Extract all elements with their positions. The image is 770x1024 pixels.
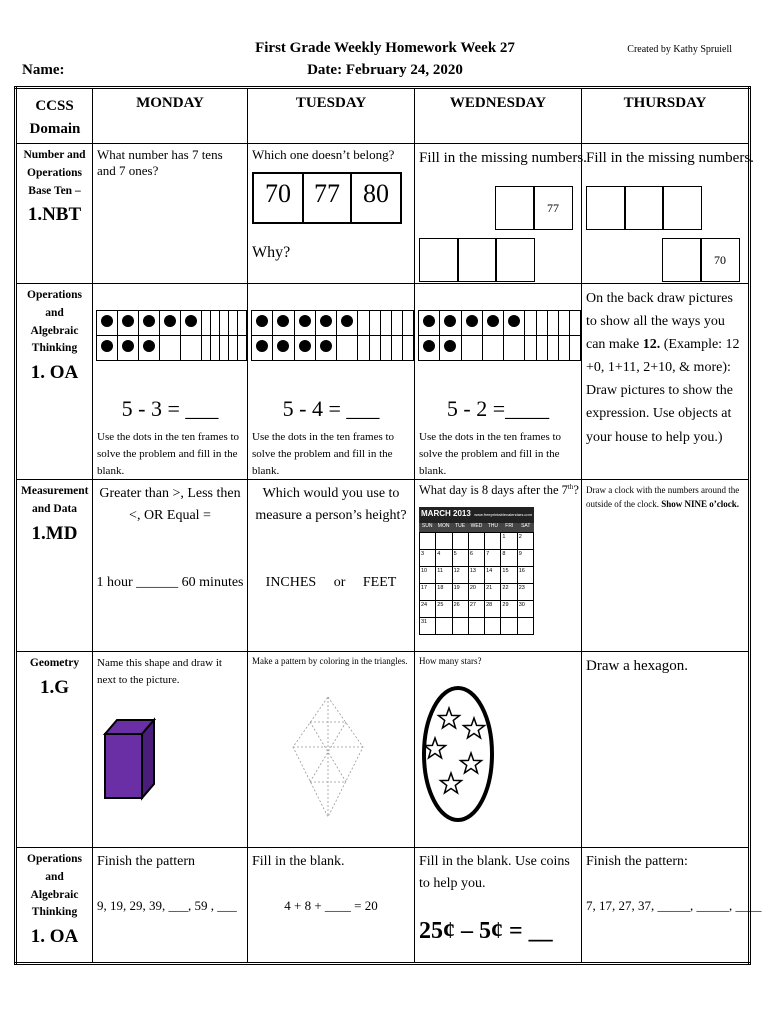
number-square	[419, 238, 459, 282]
calendar-day: 8	[501, 550, 517, 567]
counter-dot	[185, 315, 197, 327]
counter-dot	[256, 315, 268, 327]
calendar-day: 19	[452, 584, 468, 601]
calendar-title: MARCH 2013	[421, 509, 471, 518]
equation: 5 - 2 =____	[446, 396, 550, 421]
ten-frame-cell	[461, 311, 482, 336]
number-choices	[252, 172, 402, 224]
worksheet-date: Date: February 24, 2020	[307, 62, 463, 78]
ten-frame-cell	[294, 311, 315, 336]
ten-frame-cell	[358, 336, 369, 361]
counter-dot	[122, 340, 134, 352]
ten-frame-cell	[558, 311, 569, 336]
ten-frame-cell	[202, 311, 211, 336]
domain-name: Number and Operations Base Ten –	[23, 149, 86, 197]
calendar-day: 23	[517, 584, 533, 601]
weekday-label: TUE	[455, 523, 466, 529]
number-choice: 70	[254, 174, 304, 222]
tuesday-geometry	[248, 652, 415, 848]
domain-code: 1.NBT	[27, 204, 82, 226]
ten-frame-cell	[160, 336, 181, 361]
domain-cell	[16, 652, 93, 848]
ten-frame-cell	[440, 336, 461, 361]
calendar-day: 25	[436, 601, 452, 618]
question-text: Finish the pattern	[97, 854, 195, 869]
counter-dot	[487, 315, 499, 327]
monday-nbt	[93, 144, 248, 284]
star-icon	[464, 718, 485, 738]
question-text	[586, 287, 744, 449]
ten-frame-cell	[220, 336, 229, 361]
thursday-pattern	[582, 848, 762, 964]
ten-frame-row	[252, 311, 414, 336]
counter-dot	[341, 315, 353, 327]
calendar-week	[420, 567, 534, 584]
domain-name: Operations and Algebraic Thinking	[27, 853, 82, 919]
ten-frame-cell	[202, 336, 211, 361]
ten-frame-row	[419, 336, 581, 361]
ten-frame-cell	[391, 336, 402, 361]
calendar-week	[420, 533, 534, 550]
ten-frame-cell	[238, 336, 247, 361]
wednesday-md	[415, 480, 582, 652]
domain-code: 1. OA	[30, 362, 79, 384]
comparison-expression: 1 hour ______ 60 minutes	[96, 575, 244, 590]
ten-frame	[96, 310, 247, 361]
ten-frame-cell	[369, 311, 380, 336]
row-md	[16, 480, 750, 652]
counter-dot	[444, 315, 456, 327]
cube-icon	[99, 712, 159, 807]
calendar-day: 31	[420, 618, 436, 635]
weekday-label: SAT	[521, 523, 531, 529]
thursday-nbt	[582, 144, 754, 284]
calendar-day: 9	[517, 550, 533, 567]
thursday-geometry	[582, 652, 750, 848]
ten-frame-cell	[229, 336, 238, 361]
ten-frame-cell	[273, 311, 294, 336]
counter-dot	[277, 315, 289, 327]
wednesday-coins	[415, 848, 582, 964]
calendar-day: 24	[420, 601, 436, 618]
calendar-day: 13	[468, 567, 484, 584]
ten-frame-cell	[504, 336, 525, 361]
calendar-day: 4	[436, 550, 452, 567]
wednesday-geometry	[415, 652, 582, 848]
calendar-day	[468, 618, 484, 635]
calendar-day: 15	[501, 567, 517, 584]
calendar-grid	[419, 532, 534, 635]
domain-name: Geometry	[29, 657, 80, 669]
calendar-day: 5	[452, 550, 468, 567]
calendar-day	[485, 533, 501, 550]
weekday-label: FRI	[505, 523, 514, 529]
ten-frame-row	[97, 336, 247, 361]
monday-geometry	[93, 652, 248, 848]
number-choice: 77	[304, 174, 352, 222]
star-icon	[461, 753, 482, 773]
weekday-label: SUN	[421, 523, 433, 529]
ten-frame-cell	[525, 336, 536, 361]
tuesday-nbt	[248, 144, 415, 284]
question-text: What number has 7 tens and 7 ones?	[97, 147, 223, 178]
blank-expression: 4 + 8 + ____ = 20	[284, 898, 378, 913]
given-number: 77	[547, 201, 559, 215]
calendar-day	[452, 618, 468, 635]
ten-frame-cell	[181, 311, 202, 336]
ten-frame-cell	[220, 311, 229, 336]
row-oa-2	[16, 848, 750, 964]
star-icon	[425, 738, 446, 758]
question-text	[419, 483, 577, 498]
calendar-day	[452, 533, 468, 550]
option-feet: FEET	[362, 575, 397, 590]
calendar-day: 2	[517, 533, 533, 550]
domain-name: Measurement and Data	[21, 485, 89, 515]
worksheet-title: First Grade Weekly Homework Week 27	[255, 40, 515, 56]
tuesday-blank	[248, 848, 415, 964]
star-icon	[439, 708, 460, 728]
ten-frame-cell	[118, 311, 139, 336]
domain-code: 1.G	[39, 676, 70, 698]
counter-dot	[143, 315, 155, 327]
calendar-day: 20	[468, 584, 484, 601]
counter-dot	[101, 340, 113, 352]
ten-frame-cell	[569, 336, 580, 361]
question-text: Make a pattern by coloring in the triangles.	[252, 656, 408, 666]
ten-frame-cell	[402, 336, 413, 361]
number-square	[495, 238, 535, 282]
instruction-text: Use the dots in the ten frames to solve the problem and fill in the blank.	[97, 431, 240, 478]
calendar-day	[517, 618, 533, 635]
given-number: 70	[714, 253, 726, 267]
ten-frame-cell	[97, 311, 118, 336]
calendar-weekdays	[419, 523, 534, 532]
domain-cell	[16, 480, 93, 652]
ten-frame-cell	[440, 311, 461, 336]
wednesday-nbt	[415, 144, 587, 284]
calendar-day	[436, 533, 452, 550]
counter-dot	[320, 340, 332, 352]
domain-cell	[16, 284, 93, 480]
ten-frame-cell	[419, 311, 440, 336]
question-text: Fill in the blank.	[252, 854, 345, 869]
calendar-week	[420, 584, 534, 601]
ten-frame-cell	[315, 336, 336, 361]
thursday-md	[582, 480, 750, 652]
prompt-suffix: (Example: 12 +0, 1+11, 2+10, & more): Draw pictures to show the expression. Use objects at your house to help you.)	[586, 337, 740, 445]
calendar-day: 12	[452, 567, 468, 584]
calendar-day: 3	[420, 550, 436, 567]
prompt-text: Draw a clock with the numbers around the outside of the clock.	[586, 485, 740, 510]
calendar-day: 18	[436, 584, 452, 601]
counter-dot	[277, 340, 289, 352]
domain-code: 1.MD	[31, 522, 78, 544]
counter-dot	[466, 315, 478, 327]
calendar-day: 16	[517, 567, 533, 584]
coin-expression: 25¢ – 5¢ = __	[419, 918, 553, 944]
question-text: Name this shape and draw it next to the picture.	[97, 657, 222, 686]
ten-frame-cell	[547, 311, 558, 336]
weekday-label: THU	[487, 523, 499, 529]
ten-frame-cell	[482, 336, 503, 361]
superscript: th	[567, 483, 574, 491]
weekday-label: MON	[437, 523, 450, 529]
counter-dot	[508, 315, 520, 327]
ten-frame-cell	[211, 336, 220, 361]
counter-dot	[122, 315, 134, 327]
ten-frame-cell	[536, 311, 547, 336]
monday-oa	[93, 284, 248, 480]
ten-frame-cell	[558, 336, 569, 361]
number-square	[662, 186, 702, 230]
monday-pattern	[93, 848, 248, 964]
question-text: Fill in the blank. Use coins to help you.	[419, 854, 570, 891]
col-header-monday: MONDAY	[93, 88, 248, 144]
number-pattern: 7, 17, 27, 37, _____, _____, ____	[586, 898, 762, 913]
name-label: Name:	[22, 62, 65, 78]
ten-frame-cell	[525, 311, 536, 336]
ten-frame-cell	[315, 311, 336, 336]
ten-frame-cell	[97, 336, 118, 361]
question-text	[586, 483, 744, 512]
calendar-day: 17	[420, 584, 436, 601]
counter-dot	[423, 340, 435, 352]
calendar-day: 21	[485, 584, 501, 601]
ten-frame-cell	[402, 311, 413, 336]
measure-options	[248, 575, 414, 591]
star-icon	[441, 773, 462, 793]
question-text: Finish the pattern:	[586, 854, 688, 869]
calendar-week	[420, 618, 534, 635]
counter-dot	[299, 340, 311, 352]
calendar-day: 29	[501, 601, 517, 618]
calendar-day: 11	[436, 567, 452, 584]
ten-frame-cell	[294, 336, 315, 361]
ten-frame-cell	[419, 336, 440, 361]
calendar-day: 1	[501, 533, 517, 550]
equation: 5 - 3 = ___	[121, 396, 219, 421]
number-choice: 80	[363, 179, 389, 208]
monday-md	[93, 480, 248, 652]
counter-dot	[444, 340, 456, 352]
row-geometry	[16, 652, 750, 848]
ten-frame-cell	[569, 311, 580, 336]
bold-instruction: Show NINE o’clock.	[661, 499, 739, 510]
ten-frame-row	[252, 336, 414, 361]
calendar-day: 7	[485, 550, 501, 567]
ten-frame-cell	[273, 336, 294, 361]
credit-line: Created by Kathy Spruiell	[627, 44, 732, 55]
ten-frame-cell	[252, 311, 273, 336]
question-text: Fill in the missing numbers.	[419, 150, 587, 166]
calendar-day: 30	[517, 601, 533, 618]
tuesday-oa	[248, 284, 415, 480]
question-text: Greater than >, Less then <, OR Equal =	[99, 486, 241, 523]
domain-code: 1. OA	[30, 926, 79, 948]
ten-frame-cell	[358, 311, 369, 336]
ten-frame-cell	[536, 336, 547, 361]
equation: 5 - 4 = ___	[282, 396, 380, 421]
counter-dot	[320, 315, 332, 327]
calendar-day	[485, 618, 501, 635]
question-text: Fill in the missing numbers.	[586, 150, 754, 166]
number-square	[662, 238, 702, 282]
tuesday-md	[248, 480, 415, 652]
counter-dot	[299, 315, 311, 327]
counter-dot	[164, 315, 176, 327]
number-square	[457, 238, 497, 282]
calendar-day: 10	[420, 567, 436, 584]
ten-frame-cell	[252, 336, 273, 361]
ten-frame-cell	[504, 311, 525, 336]
calendar-day: 14	[485, 567, 501, 584]
calendar-week	[420, 601, 534, 618]
option-inches: INCHES	[265, 575, 317, 590]
calendar-day	[420, 533, 436, 550]
ten-frame-cell	[482, 311, 503, 336]
calendar-day: 22	[501, 584, 517, 601]
prompt-text: What day is 8 days after the 7	[419, 483, 568, 498]
triangle-pattern-icon	[288, 692, 368, 822]
ten-frame-cell	[380, 336, 391, 361]
counter-dot	[423, 315, 435, 327]
question-text: How many stars?	[419, 656, 482, 666]
ten-frame-cell	[139, 336, 160, 361]
counter-dot	[143, 340, 155, 352]
instruction-text: Use the dots in the ten frames to solve the problem and fill in the blank.	[419, 431, 562, 478]
ten-frame-cell	[461, 336, 482, 361]
ten-frame-cell	[547, 336, 558, 361]
number-pattern: 9, 19, 29, 39, ___, 59 , ___	[97, 898, 237, 913]
header-row	[16, 88, 750, 144]
ten-frame-cell	[337, 311, 358, 336]
number-square	[586, 186, 626, 230]
number-square	[700, 238, 740, 282]
calendar-day: 28	[485, 601, 501, 618]
ten-frame-cell	[139, 311, 160, 336]
ten-frame-cell	[380, 311, 391, 336]
col-header-domain: CCSS Domain	[16, 88, 93, 144]
number-square	[495, 186, 535, 230]
row-oa-1	[16, 284, 750, 480]
calendar-day: 27	[468, 601, 484, 618]
ten-frame-cell	[337, 336, 358, 361]
prompt-end: ?	[573, 483, 579, 498]
target-number: 12.	[642, 337, 661, 353]
ten-frame-row	[419, 311, 581, 336]
calendar-week	[420, 550, 534, 567]
weekday-label: WED	[470, 523, 483, 529]
prompt-prefix: On the back draw pictures to show all the ways you can make	[586, 291, 733, 353]
domain-cell	[16, 144, 93, 284]
calendar-day: 6	[468, 550, 484, 567]
ten-frame-cell	[160, 311, 181, 336]
ten-frame-cell	[229, 311, 238, 336]
ten-frame-row	[97, 311, 247, 336]
calendar-day: 26	[452, 601, 468, 618]
calendar-header	[419, 507, 534, 523]
col-header-wednesday: WEDNESDAY	[415, 88, 582, 144]
calendar-day	[501, 618, 517, 635]
homework-grid	[14, 86, 762, 965]
ten-frame-cell	[181, 336, 202, 361]
ten-frame	[418, 310, 581, 361]
calendar-site: www.freeprintablecalendars.com	[474, 512, 532, 517]
counter-dot	[101, 315, 113, 327]
number-square	[533, 186, 573, 230]
ten-frame	[251, 310, 414, 361]
calendar-day	[436, 618, 452, 635]
star-circle-icon	[419, 684, 497, 824]
or-text: or	[333, 575, 346, 590]
ten-frame-cell	[238, 311, 247, 336]
col-header-tuesday: TUESDAY	[248, 88, 415, 144]
question-text: Which one doesn’t belong?	[252, 147, 395, 162]
question-text: Which would you use to measure a person’s height?	[255, 486, 407, 523]
thursday-oa	[582, 284, 750, 480]
number-square	[624, 186, 664, 230]
ten-frame-cell	[369, 336, 380, 361]
counter-dot	[256, 340, 268, 352]
row-nbt	[16, 144, 750, 284]
instruction-text: Use the dots in the ten frames to solve the problem and fill in the blank.	[252, 431, 395, 478]
why-label: Why?	[252, 244, 291, 261]
domain-cell	[16, 848, 93, 964]
wednesday-oa	[415, 284, 582, 480]
ten-frame-cell	[211, 311, 220, 336]
calendar-day	[468, 533, 484, 550]
ten-frame-cell	[391, 311, 402, 336]
domain-name: Operations and Algebraic Thinking	[27, 289, 82, 355]
col-header-thursday: THURSDAY	[582, 88, 750, 144]
ten-frame-cell	[118, 336, 139, 361]
question-text: Draw a hexagon.	[586, 658, 689, 674]
